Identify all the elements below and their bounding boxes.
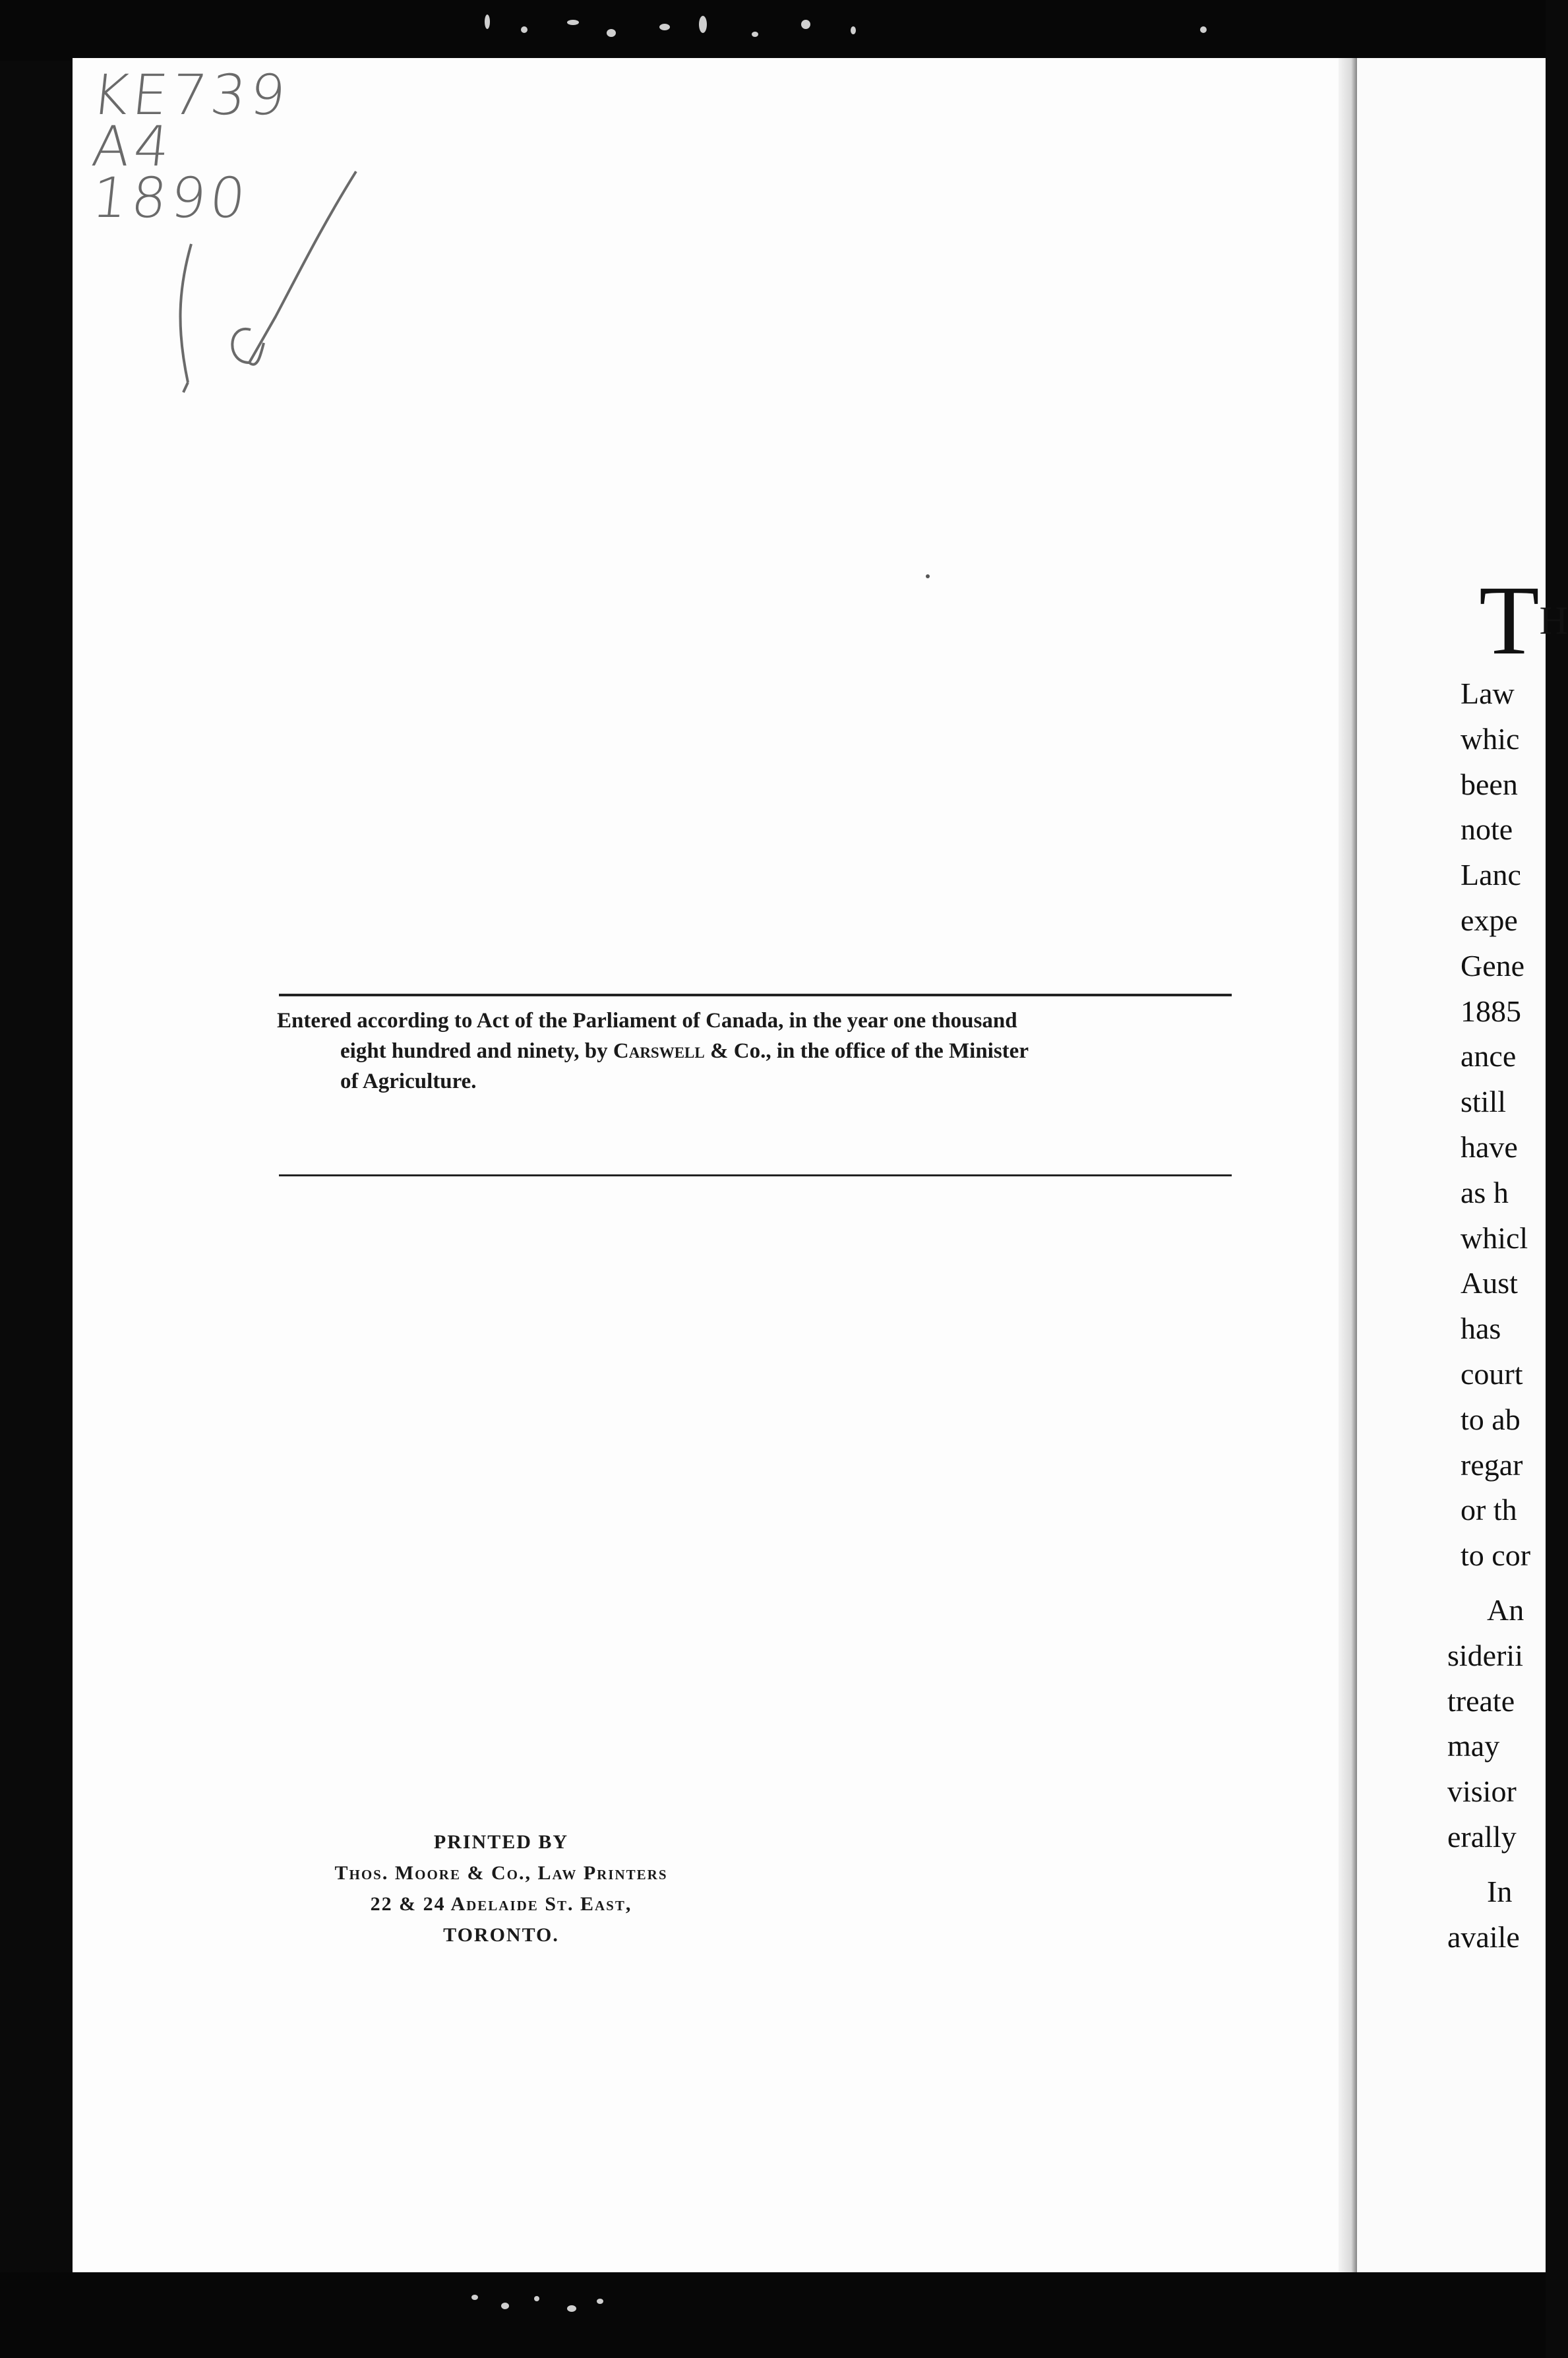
right-page-line: erally (1447, 1820, 1517, 1854)
right-page-line: expe (1461, 903, 1518, 937)
right-page-line: whicl (1461, 1221, 1528, 1255)
copyright-text: eight hundred and ninety, by (340, 1039, 613, 1063)
right-page-line: visior (1447, 1774, 1517, 1809)
right-page-line: Aust (1461, 1266, 1518, 1300)
right-page-line: note (1461, 812, 1513, 847)
call-number-line: 1890 (88, 166, 253, 230)
right-page-line: has (1461, 1312, 1501, 1346)
printer-imprint (277, 1827, 725, 1950)
right-page-line: to ab (1461, 1402, 1521, 1436)
right-page-line: availe (1447, 1920, 1520, 1954)
publisher-name: Carswell (613, 1039, 705, 1063)
page-speck (926, 574, 930, 578)
copyright-line (277, 1036, 1234, 1066)
copyright-rule-bottom (279, 1174, 1232, 1176)
right-page-line: as h (1461, 1175, 1509, 1209)
right-page-line: siderii (1447, 1638, 1523, 1672)
copyright-rule-top (279, 994, 1232, 996)
printer-city: TORONTO. (443, 1924, 559, 1946)
right-page-line: Law (1461, 677, 1515, 710)
copyright-line: of Agriculture. (340, 1070, 477, 1093)
right-page-line: treate (1447, 1683, 1515, 1718)
printer-name: Thos. Moore & Co., Law Printers (334, 1862, 668, 1884)
right-page-line: Gene (1461, 948, 1525, 982)
handwritten-initials-check (165, 165, 376, 402)
right-page-line: 1885 (1461, 994, 1521, 1028)
right-page-line: have (1461, 1130, 1518, 1164)
right-page-line: regar (1461, 1447, 1523, 1482)
right-page-line: In (1487, 1874, 1513, 1908)
right-page-line: ance (1461, 1039, 1517, 1073)
printer-address: 22 & 24 Adelaide St. East, (370, 1893, 632, 1915)
right-page-line: Lanc (1461, 858, 1521, 892)
right-page-line: whic (1461, 721, 1520, 756)
copyright-notice (277, 1006, 1234, 1097)
right-page-line: to cor (1461, 1538, 1531, 1573)
right-page-line: still (1461, 1085, 1507, 1119)
copyright-text: & Co., in the office of the Minister (704, 1039, 1029, 1063)
drop-cap-letter: T (1479, 566, 1540, 675)
right-page-line: An (1487, 1593, 1524, 1627)
scan-border-bottom (0, 2272, 1546, 2358)
right-page-line: may (1447, 1729, 1500, 1763)
right-page-line: been (1461, 767, 1518, 801)
scan-border-top (0, 0, 1546, 61)
right-page-line: or th (1461, 1493, 1517, 1527)
drop-cap-partial: H (1539, 599, 1568, 642)
call-number-line: KE739 (88, 63, 293, 127)
copyright-line: Entered according to Act of the Parliament of Canada, in the year one thousand (277, 1009, 1017, 1033)
call-number-line: A4 (88, 114, 177, 179)
right-page-line: court (1461, 1357, 1523, 1391)
printer-label: PRINTED BY (433, 1831, 569, 1853)
drop-cap (1479, 566, 1568, 675)
